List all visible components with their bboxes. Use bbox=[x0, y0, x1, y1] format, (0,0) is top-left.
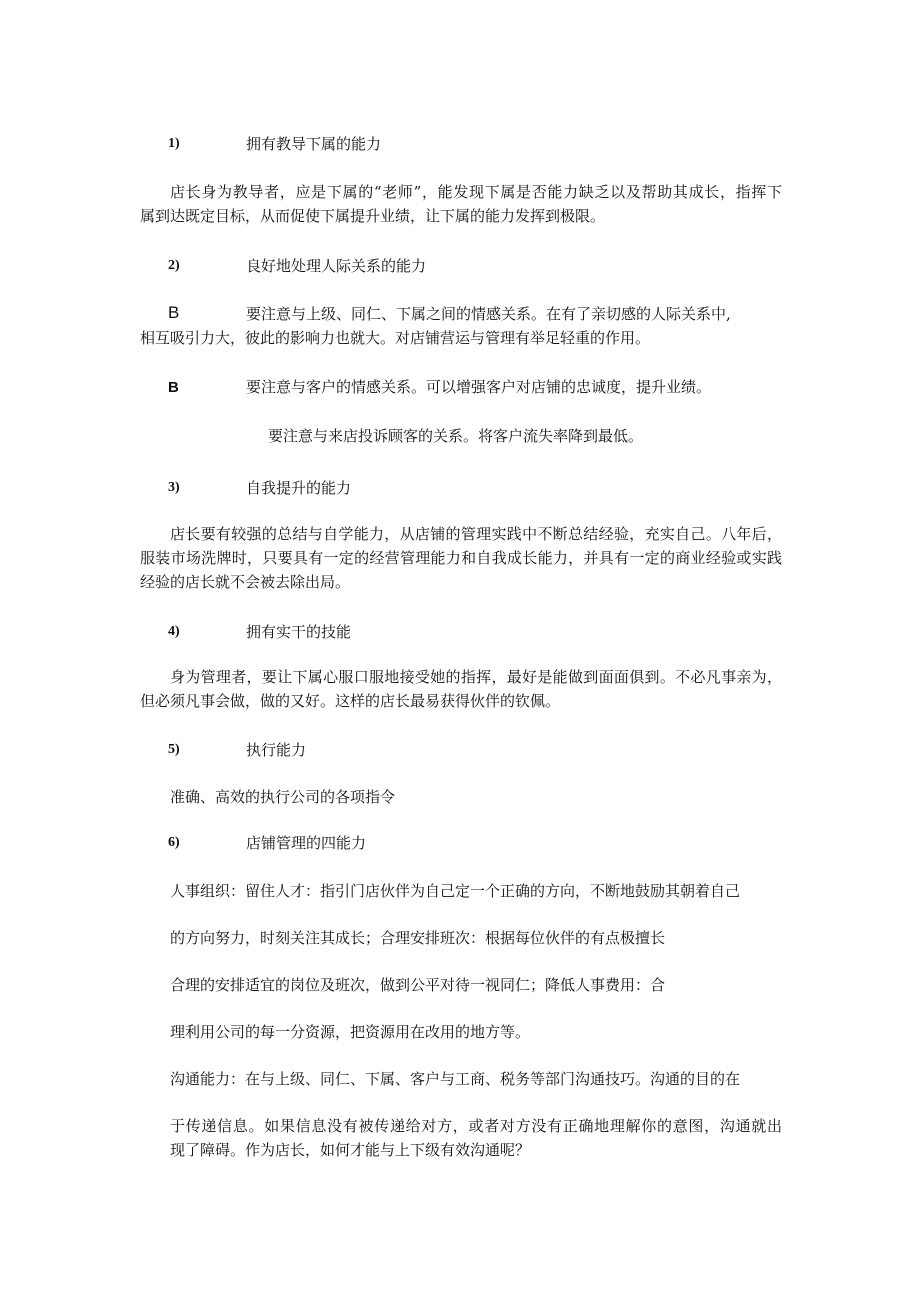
section-4-paragraph-line: 但必须凡事会做，做的又好。这样的店长最易获得伙伴的钦佩。 bbox=[140, 692, 561, 710]
section-2-title: 良好地处理人际关系的能力 bbox=[246, 257, 427, 275]
section-6-paragraph-line: 的方向努力，时刻关注其成长；合理安排班次：根据每位伙伴的有点极擅长 bbox=[170, 929, 666, 947]
bullet-marker: B bbox=[168, 379, 179, 396]
section-3-title: 自我提升的能力 bbox=[246, 479, 352, 497]
section-1-paragraph-line: 属到达既定目标，从而促使下属提升业绩，让下属的能力发挥到极限。 bbox=[140, 207, 606, 225]
section-6-number: 6) bbox=[168, 835, 180, 850]
section-5-number: 5) bbox=[168, 742, 180, 757]
section-4-title: 拥有实干的技能 bbox=[246, 623, 352, 641]
section-3-paragraph-line: 店长要有较强的总结与自学能力，从店铺的管理实践中不断总结经验，充实自己。八年后， bbox=[170, 525, 782, 543]
section-6-paragraph-line: 现了障碍。作为店长，如何才能与上下级有效沟通呢？ bbox=[170, 1141, 531, 1159]
section-1-number: 1) bbox=[168, 136, 180, 151]
section-2-bullet-1-line: 要注意与上级、同仁、下属之间的情感关系。在有了亲切感的人际关系中, bbox=[246, 305, 731, 323]
section-1-paragraph-line: 店长身为教导者，应是下属的“老师”，能发现下属是否能力缺乏以及帮助其成长，指挥下 bbox=[170, 183, 782, 201]
section-5-title: 执行能力 bbox=[246, 741, 307, 759]
section-3-paragraph-line: 服装市场洗牌时，只要具有一定的经营管理能力和自我成长能力，并具有一定的商业经验或实践 bbox=[140, 549, 782, 567]
section-1-title: 拥有教导下属的能力 bbox=[246, 135, 382, 153]
section-2-bullet-3-text: 要注意与来店投诉顾客的关系。将客户流失率降到最低。 bbox=[268, 427, 644, 445]
bullet-marker: B bbox=[168, 303, 180, 322]
section-2-bullet-2-text: 要注意与客户的情感关系。可以增强客户对店铺的忠诚度，提升业绩。 bbox=[246, 378, 712, 396]
section-6-paragraph-line: 合理的安排适宜的岗位及班次，做到公平对待一视同仁；降低人事费用：合 bbox=[170, 976, 666, 994]
section-5-paragraph-line: 准确、高效的执行公司的各项指令 bbox=[170, 788, 396, 806]
section-2-number: 2) bbox=[168, 258, 180, 273]
section-6-title: 店铺管理的四能力 bbox=[246, 834, 367, 852]
section-3-number: 3) bbox=[168, 480, 180, 495]
section-4-paragraph-line: 身为管理者，要让下属心服口服地接受她的指挥，最好是能做到面面俱到。不必凡事亲为， bbox=[170, 668, 782, 686]
section-4-number: 4) bbox=[168, 624, 180, 639]
section-6-paragraph-line: 于传递信息。如果信息没有被传递给对方，或者对方没有正确地理解你的意图，沟通就出 bbox=[170, 1117, 782, 1135]
section-2-bullet-1-line: 相互吸引力大，彼此的影响力也就大。对店铺营运与管理有举足轻重的作用。 bbox=[140, 329, 651, 347]
section-6-paragraph-line: 人事组织：留住人才：指引门店伙伴为自己定一个正确的方向，不断地鼓励其朝着自己 bbox=[170, 882, 741, 900]
section-3-paragraph-line: 经验的店长就不会被去除出局。 bbox=[140, 573, 351, 591]
section-6-paragraph-line: 沟通能力：在与上级、同仁、下属、客户与工商、税务等部门沟通技巧。沟通的目的在 bbox=[170, 1070, 741, 1088]
section-6-paragraph-line: 理利用公司的每一分资源，把资源用在改用的地方等。 bbox=[170, 1023, 531, 1041]
